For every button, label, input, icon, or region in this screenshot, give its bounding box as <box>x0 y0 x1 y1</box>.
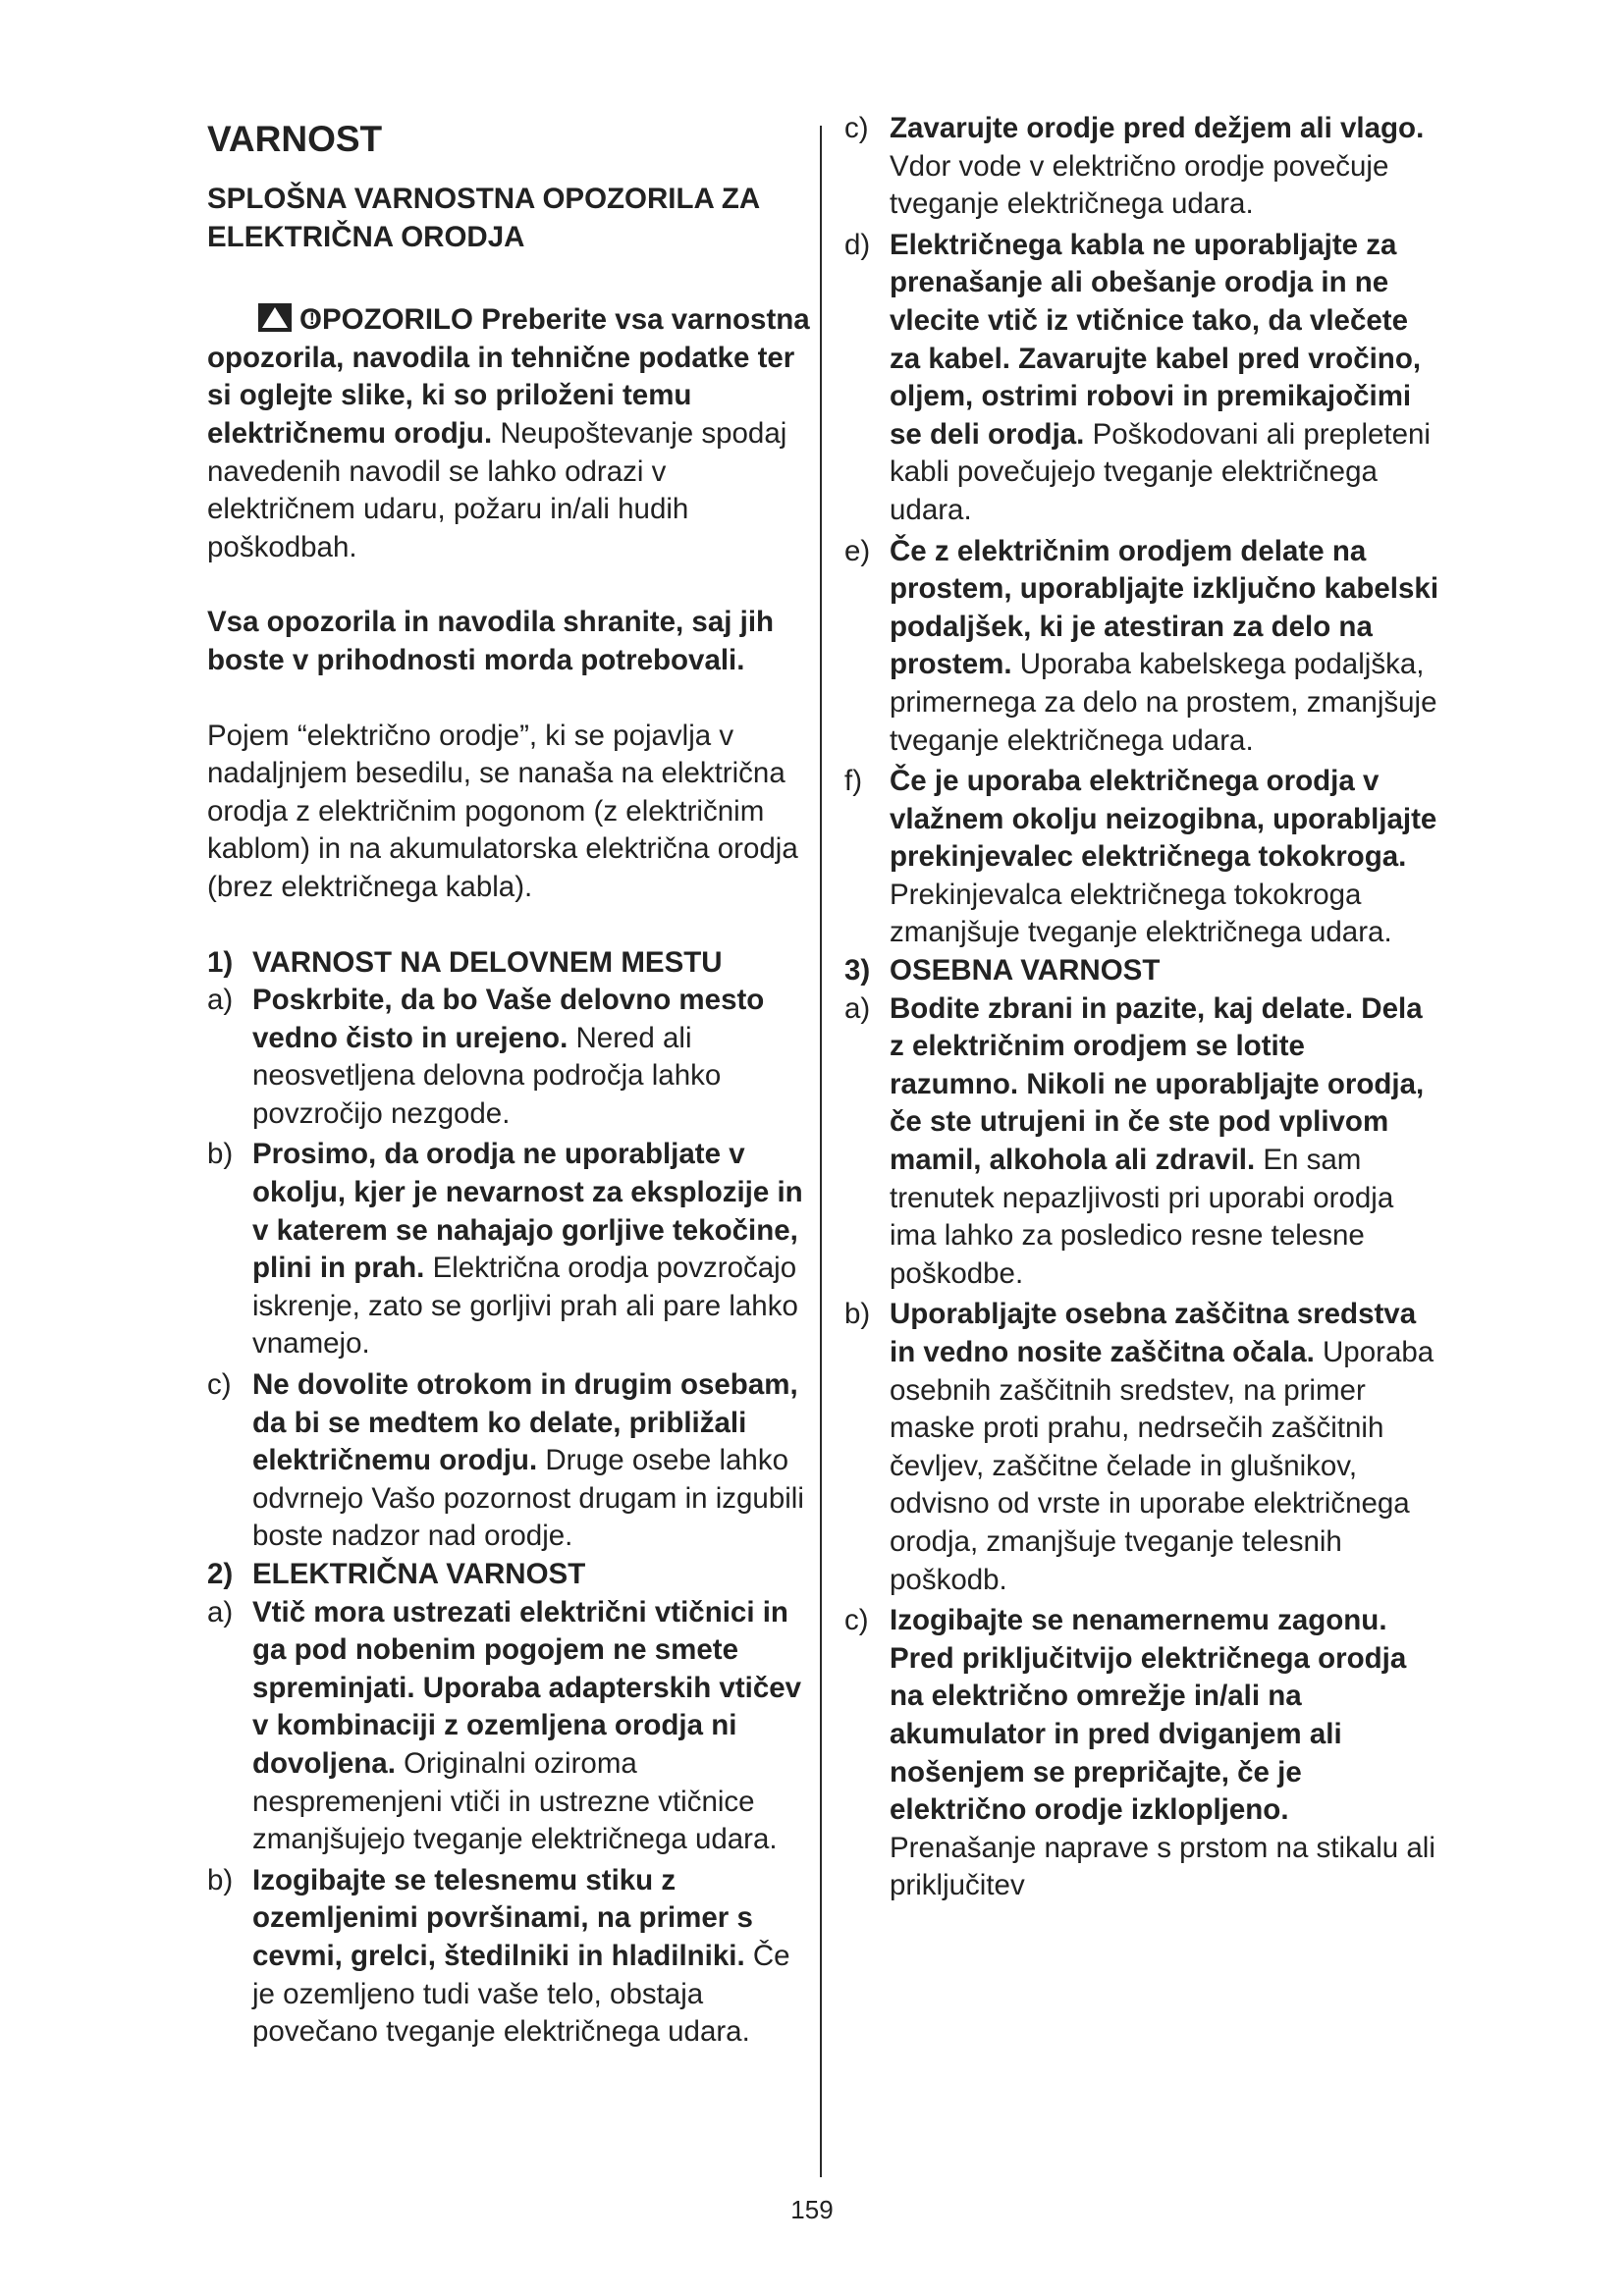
list-item <box>844 533 1441 761</box>
item-bold-text: Prosimo, da orodja ne uporabljate v okolju, kjer je nevarnost za eksplozije in v katerem se nahajajo gorljive tekočine, plini in prah. <box>252 1138 803 1285</box>
item-normal-text: Poškodovani ali prepleteni kabli povečujejo tveganje električnega udara. <box>890 417 1431 526</box>
item-normal-text: Uporaba osebnih zaščitnih sredstev, na primer maske proti prahu, nedrsečih zaščitnih čevljev, zaščitne čelade in glušnikov, odvisno od vrste in uporabe električnega orodja, zmanjšuje tveganje telesnih poškodb. <box>890 1336 1435 1596</box>
list-item <box>207 1594 816 1859</box>
item-text <box>890 990 1441 1294</box>
item-text <box>890 1296 1441 1599</box>
list-item <box>207 1136 816 1363</box>
item-normal-text: Če je ozemljeno tudi vaše telo, obstaja povečano tveganje električnega udara. <box>252 1939 790 2049</box>
definition-paragraph: Pojem “električno orodje”, ki se pojavlja v nadaljnjem besedilu, se nanaša na električna orodja z električnim pogonom (z električnim kablom) in na akumulatorska električna orodja (brez električnega kabla). <box>207 719 798 903</box>
item-label: b) <box>207 1863 234 1896</box>
item-normal-text: Druge osebe lahko odvrnejo Vašo pozornost drugam in izgubili boste nadzor nad orodje. <box>252 1444 804 1553</box>
item-bold-text: Električnega kabla ne uporabljajte za prenašanje ali obešanje orodja in ne vlecite vtič iz vtičnice tako, da vlečete za kabel. Zavarujte kabel pred vročino, oljem, ostrimi robovi in premikajočimi se deli orodja. <box>890 228 1422 451</box>
item-text <box>890 1602 1441 1905</box>
keep-instructions: Vsa opozorila in navodila shranite, saj jih boste v prihodnosti morda potrebovali. <box>207 606 775 676</box>
item-label: d) <box>844 228 871 261</box>
section-2-heading <box>207 1556 816 1594</box>
item-label: f) <box>844 765 863 798</box>
item-normal-text: Nered ali neosvetljena delovna področja lahko povzročijo nezgode. <box>252 1021 722 1130</box>
list-item <box>844 1296 1441 1599</box>
item-bold-text: Če z električnim orodjem delate na prostem, uporabljajte izključno kabelski podaljšek, ki je atestiran za delo na prostem. <box>890 534 1439 681</box>
item-normal-text: Vdor vode v električno orodje povečuje tveganje električnega udara. <box>890 149 1389 221</box>
item-bold-text: Bodite zbrani in pazite, kaj delate. Dela z električnim orodjem se lotite razumno. Nikoli ne uporabljajte orodja, če ste utrujeni in če ste pod vplivom mamil, alkohola ali zdravil. <box>890 991 1425 1177</box>
list-item <box>844 763 1441 952</box>
item-normal-text: Električna orodja povzročajo iskrenje, zato se gorljivi prah ali pare lahko vnamejo. <box>252 1252 798 1361</box>
item-text-continued <box>252 1862 816 2052</box>
item-text <box>890 533 1441 761</box>
section-2-title: ELEKTRIČNA VARNOST <box>252 1558 586 1590</box>
section-1-title: VARNOST NA DELOVNEM MESTU <box>252 945 723 979</box>
page-title: VARNOST <box>207 119 383 159</box>
item-bold-text: Izogibajte se telesnemu stiku z ozemljenimi površinami, na primer s cevmi, grelci, štedilniki in hladilniki. <box>252 1863 753 1972</box>
item-label: a) <box>844 991 871 1025</box>
item-bold-text: Uporabljajte osebna zaščitna sredstva in vedno nosite zaščitna očala. <box>890 1298 1417 1368</box>
section-3-title: OSEBNA VARNOST <box>890 954 1161 988</box>
list-item <box>844 227 1441 530</box>
item-bold-text: Zavarujte orodje pred dežjem ali vlago. <box>890 112 1425 144</box>
item-normal-text: En sam trenutek nepazljivosti pri uporabi orodja ima lahko za posledico resne telesne poškodbe. <box>890 1144 1394 1290</box>
item-text <box>890 110 1441 224</box>
list-item <box>207 982 816 1133</box>
column-divider <box>820 126 822 2177</box>
item-label: e) <box>844 534 871 567</box>
item-label: c) <box>207 1368 232 1402</box>
right-column <box>844 110 1441 1905</box>
item-bold-text: Če je uporaba električnega orodja v vlažnem okolju neizogibna, uporabljajte prekinjevalec električnega tokokroga. <box>890 765 1437 874</box>
item-normal-text: Originalni oziroma nespremenjeni vtiči in ustrezne vtičnice zmanjšujejo tveganje električnega udara. <box>252 1746 778 1856</box>
item-text <box>252 982 816 1133</box>
section-3-number: 3) <box>844 954 871 988</box>
item-label: c) <box>844 112 869 144</box>
section-3-heading <box>844 952 1441 990</box>
list-item <box>844 110 1441 224</box>
list-item <box>207 1366 816 1556</box>
item-text <box>890 227 1441 530</box>
item-label: b) <box>207 1138 234 1171</box>
item-bold-text: Ne dovolite otrokom in drugim osebam, da bi se medtem ko delate, približali električnemu orodju. <box>252 1368 798 1477</box>
section-1-heading <box>207 944 816 983</box>
item-normal-text: Prekinjevalca električnega tokokroga zmanjšuje tveganje električnega udara. <box>890 878 1392 949</box>
item-normal-text: Uporaba kabelskega podaljška, primernega za delo na prostem, zmanjšuje tveganje električnega udara. <box>890 648 1437 757</box>
left-column <box>207 110 816 2052</box>
item-text <box>252 1366 816 1556</box>
item-label: c) <box>844 1604 869 1637</box>
item-text <box>252 1594 816 1859</box>
item-label: a) <box>207 1595 234 1629</box>
warning-bold-text: OPOZORILO Preberite vsa varnostna opozorila, navodila in tehnične podatke ter si oglejte slike, ki so priloženi temu električnemu orodju. <box>207 303 810 450</box>
page-number: 159 <box>790 2195 834 2224</box>
item-label: b) <box>844 1298 871 1331</box>
item-label: a) <box>207 984 234 1017</box>
item-bold-text: Vtič mora ustrezati električni vtičnici in ga pod nobenim pogojem ne smete spreminjati. Uporaba adapterskih vtičev v kombinaciji z ozemljena orodja ni dovoljena. <box>252 1595 802 1780</box>
warning-paragraph <box>207 301 816 566</box>
item-bold-text: Izogibajte se nenamernemu zagonu. Pred priključitvijo električnega orodja na električno omrežje in/ali na akumulator in pred dviganjem ali nošenjem se prepričajte, če je električno orodje izklopljeno. <box>890 1604 1407 1827</box>
warning-normal-text: Neupoštevanje spodaj navedenih navodil se lahko odrazi v električnem udaru, požaru in/ali hudih poškodbah. <box>207 416 787 563</box>
item-normal-text: Prenašanje naprave s prstom na stikalu ali priključitev <box>890 1831 1435 1902</box>
list-item <box>844 990 1441 1294</box>
list-item <box>207 1862 816 2052</box>
section-2-number: 2) <box>207 1558 234 1590</box>
item-text <box>252 1136 816 1363</box>
warning-triangle-icon <box>258 303 292 332</box>
item-bold-text: Poskrbite, da bo Vaše delovno mesto vedno čisto in urejeno. <box>252 984 765 1054</box>
section-subtitle: SPLOŠNA VARNOSTNA OPOZORILA ZA ELEKTRIČNA ORODJA <box>207 183 760 253</box>
list-item <box>844 1602 1441 1905</box>
section-1-number: 1) <box>207 945 234 979</box>
item-text <box>890 763 1441 952</box>
